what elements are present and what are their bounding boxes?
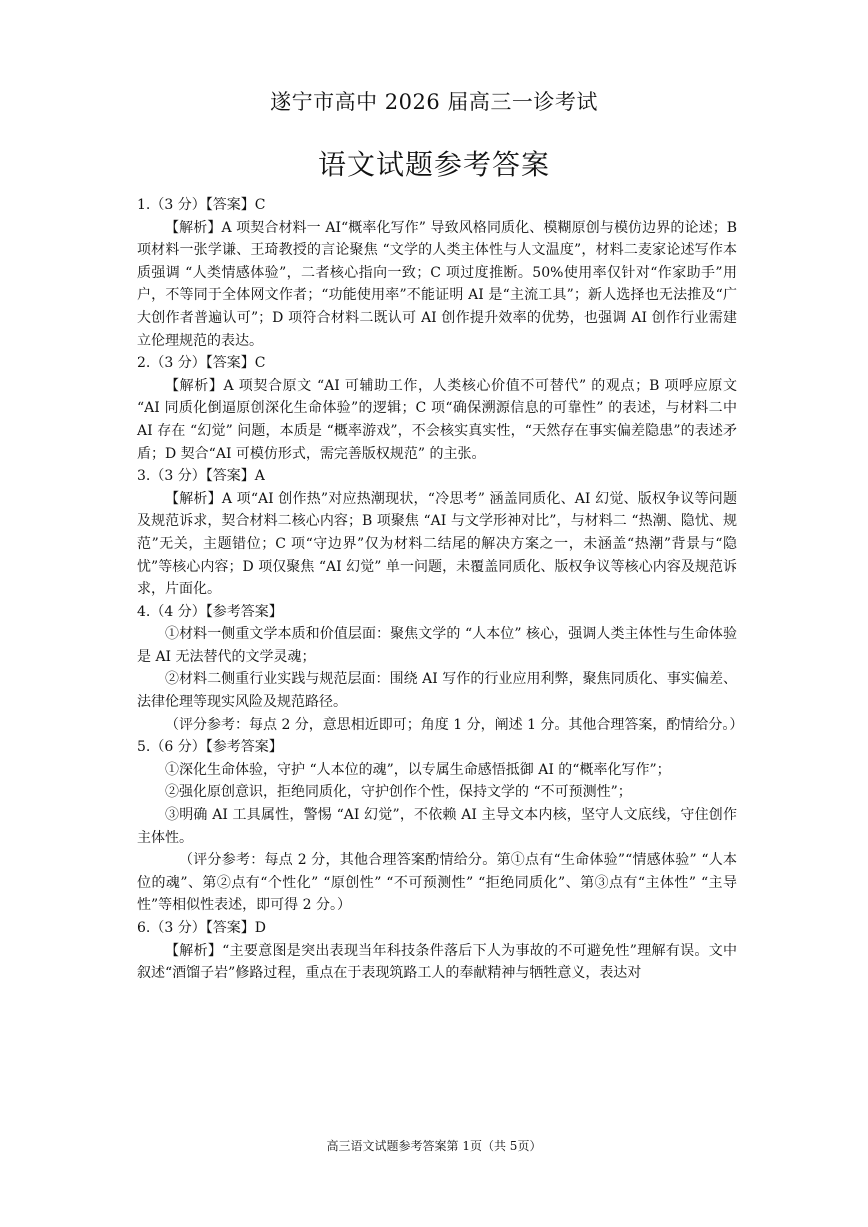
question-2-analysis: 【解析】A 项契合原文 “AI 可辅助工作，人类核心价值不可替代” 的观点；B 项呼应原文 “AI 同质化倒逼原创深化生命体验”的逻辑；C 项“确保溯源信息的可靠性” 的表述，与材料二中 AI 存在 “幻觉” 问题，本质是 “概率游戏”，不会核实真实性，“天然存在事实偏差隐患”的表述矛盾；D 契合“AI 可模仿形式，需完善版权规范” 的主张。 (137, 377, 737, 462)
question-3-heading: 3.（3 分）【答案】A (137, 468, 265, 485)
question-6-analysis: 【解析】“主要意图是突出表现当年科技条件落后下人为事故的不可避免性”理解有误。文中叙述“酒馏子岩”修路过程，重点在于表现筑路工人的奉献精神与牺牲意义，表达对 (137, 942, 737, 982)
question-4-point-1: ①材料一侧重文学本质和价值层面：聚焦文学的 “人本位” 核心，强调人类主体性与生命体验是 AI 无法替代的文学灵魂； (137, 626, 737, 665)
answer-content (137, 194, 744, 985)
exam-title: 遂宁市高中 2026 届高三一诊考试 (270, 90, 598, 114)
document-title: 语文试题参考答案 (317, 148, 550, 181)
question-4-point-2: ②材料二侧重行业实践与规范层面：围绕 AI 写作的行业应用利弊，聚焦同质化、事实偏差、法律伦理等现实风险及规范路径。 (137, 671, 737, 711)
question-5-scoring-note: （评分参考：每点 2 分，其他合理答案酌情给分。第①点有“生命体验”“情感体验” “人本位的魂”、第②点有“个性化” “原创性” “不可预测性” “拒绝同质化”、第③点有“主体性” “主导性”等相似性表述，即可得 2 分。） (137, 852, 737, 914)
question-5-point-2: ②强化原创意识，拒绝同质化，守护创作个性，保持文学的 “不可预测性”； (165, 784, 632, 801)
question-1-analysis: 【解析】A 项契合材料一 AI“概率化写作” 导致风格同质化、模糊原创与模仿边界的论述；B 项材料一张学谦、王琦教授的言论聚焦 “文学的人类主体性与人文温度”，材料二麦家论述写作本质强调 “人类情感体验”，二者核心指向一致；C 项过度推断。50%使用率仅针对“作家助手”用户，不等同于全体网文作者；“功能使用率”不能证明 AI 是“主流工具”；新人选择也无法推及“广大创作者普遍认可”；D 项符合材料二既认可 AI 创作提升效率的优势，也强调 AI 创作行业需建立伦理规范的表达。 (137, 219, 737, 349)
question-4-scoring-note: （评分参考：每点 2 分，意思相近即可；角度 1 分，阐述 1 分。其他合理答案，酌情给分。） (165, 716, 744, 733)
question-2-heading: 2.（3 分）【答案】C (137, 355, 266, 372)
question-3-analysis: 【解析】A 项“AI 创作热”对应热潮现状，“冷思考” 涵盖同质化、AI 幻觉、版权争议等问题及规范诉求，契合材料二核心内容；B 项聚焦 “AI 与文学形神对比”，与材料二 “热潮、隐忧、规范”无关，主题错位；C 项“守边界”仅为材料二结尾的解决方案之一，未涵盖“热潮”背景与“隐忧”等核心内容；D 项仅聚焦 “AI 幻觉” 单一问题，未覆盖同质化、版权争议等核心内容及规范诉求，片面化。 (137, 490, 737, 598)
question-5-point-1: ①深化生命体验，守护 “人本位的魂”，以专属生命感悟抵御 AI 的“概率化写作”； (165, 761, 671, 778)
question-6-heading: 6.（3 分）【答案】D (137, 920, 266, 936)
question-4-heading: 4.（4 分）【参考答案】 (137, 603, 283, 620)
question-5-heading: 5.（6 分）【参考答案】 (137, 739, 283, 756)
question-1-heading: 1.（3 分）【答案】C (137, 197, 266, 213)
page-footer: 高三语文试题参考答案第 1页（共 5页） (326, 1139, 542, 1153)
question-5-point-3: ③明确 AI 工具属性，警惕 “AI 幻觉”，不依赖 AI 主导文本内核，坚守人文底线，守住创作主体性。 (137, 807, 737, 846)
